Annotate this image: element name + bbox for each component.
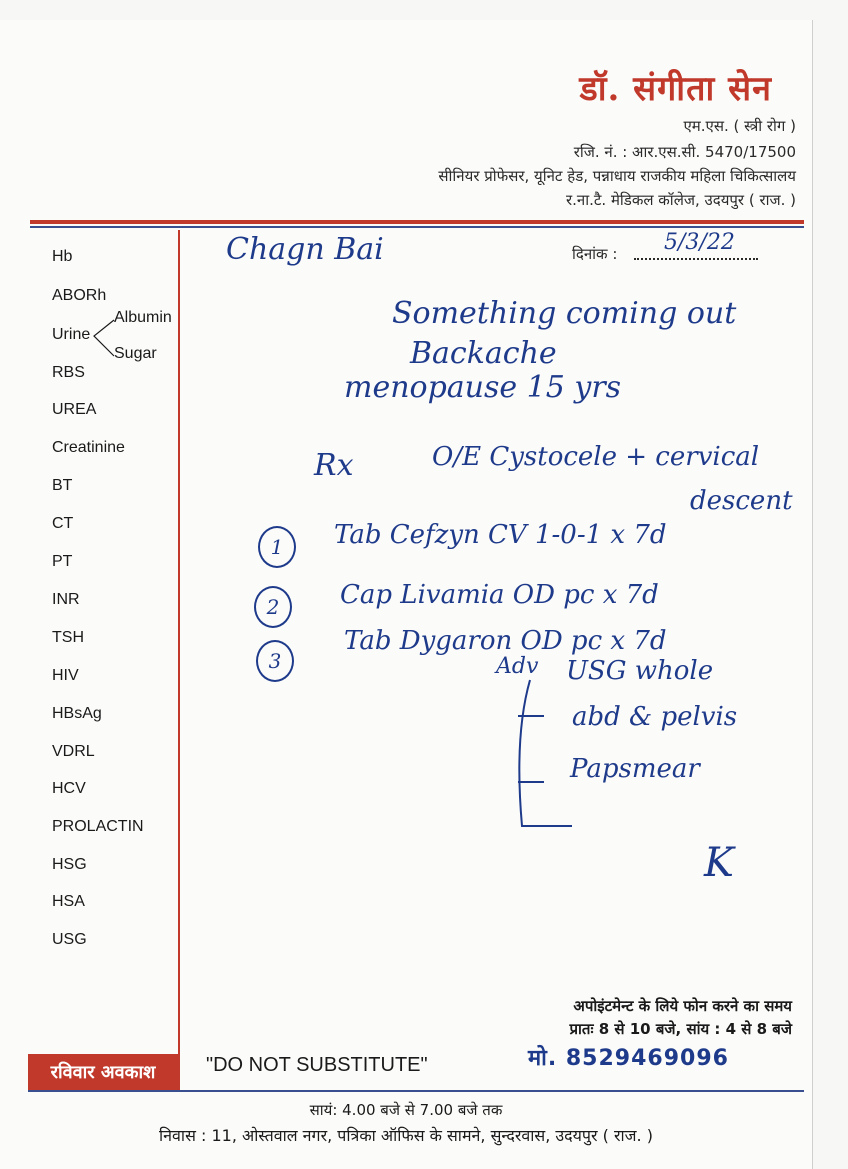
examination-findings: O/E Cystocele + cervical	[432, 442, 760, 472]
header-divider-red	[30, 220, 804, 224]
test-aborh: ABORh	[52, 287, 107, 304]
college-name: र.ना.टै. मेडिकल कॉलेज, उदयपुर ( राज. )	[565, 191, 796, 209]
test-vdrl: VDRL	[52, 743, 95, 760]
medicine-number-3: 3	[256, 640, 294, 682]
complaint-3: menopause 15 yrs	[344, 370, 622, 405]
registration-number: रजि. नं. : आर.एस.सी. 5470/17500	[573, 143, 796, 161]
test-pt: PT	[52, 553, 73, 570]
test-rbs: RBS	[52, 364, 85, 381]
test-hsg: HSG	[52, 856, 87, 873]
date-line	[634, 258, 758, 260]
examination-findings-2: descent	[690, 486, 793, 516]
test-hsa: HSA	[52, 893, 85, 910]
sunday-holiday-badge: रविवार अवकाश	[28, 1054, 178, 1090]
date-label: दिनांक :	[572, 245, 618, 263]
do-not-substitute: "DO NOT SUBSTITUTE"	[206, 1054, 428, 1076]
test-usg: USG	[52, 931, 87, 948]
appointment-time: प्रातः 8 से 10 बजे, सांय : 4 से 8 बजे	[569, 1020, 792, 1038]
evening-hours: सायं: 4.00 बजे से 7.00 बजे तक	[309, 1101, 503, 1119]
test-tsh: TSH	[52, 629, 84, 646]
test-bt: BT	[52, 477, 73, 494]
test-hcv: HCV	[52, 780, 86, 797]
sidebar-divider	[178, 230, 180, 1090]
test-inr: INR	[52, 591, 80, 608]
medicine-number-1: 1	[258, 526, 296, 568]
rx-symbol: Rx	[314, 448, 354, 483]
medicine-1: Tab Cefzyn CV 1-0-1 x 7d	[334, 520, 667, 550]
investigation-1: USG whole	[566, 656, 714, 686]
test-sugar: Sugar	[114, 345, 157, 362]
investigation-2: abd & pelvis	[572, 702, 738, 732]
medicine-number-2: 2	[254, 586, 292, 628]
investigation-3: Papsmear	[570, 754, 700, 784]
header-divider-blue	[30, 226, 804, 228]
urine-branch-icon	[92, 318, 116, 358]
doctor-degree: एम.एस. ( स्त्री रोग )	[683, 117, 796, 135]
doctor-name: डॉ. संगीता सेन	[579, 69, 772, 109]
test-urine: Urine	[52, 326, 91, 343]
advice-bracket-icon	[508, 676, 578, 836]
footer-divider	[28, 1090, 804, 1092]
complaint-1: Something coming out	[392, 296, 737, 331]
test-albumin: Albumin	[114, 309, 172, 326]
advice-label: Adv	[496, 654, 539, 679]
doctor-position: सीनियर प्रोफेसर, यूनिट हेड, पन्नाधाय राजकीय महिला चिकित्सालय	[438, 167, 796, 185]
test-hb: Hb	[52, 248, 73, 265]
mobile-number: मो. 8529469096	[528, 1046, 729, 1071]
test-hbsag: HBsAg	[52, 705, 102, 722]
test-creatinine: Creatinine	[52, 439, 125, 456]
test-prolactin: PROLACTIN	[52, 818, 144, 835]
test-urea: UREA	[52, 401, 97, 418]
appointment-title: अपोइंटमेन्ट के लिये फोन करने का समय	[573, 997, 792, 1015]
residence-address: निवास : 11, ओस्तवाल नगर, पत्रिका ऑफिस के सामने, सुन्दरवास, उदयपुर ( राज. )	[159, 1126, 653, 1145]
medicine-2: Cap Livamia OD pc x 7d	[340, 580, 659, 610]
test-ct: CT	[52, 515, 74, 532]
doctor-signature: K	[704, 840, 734, 886]
medicine-3: Tab Dygaron OD pc x 7d	[344, 626, 667, 656]
test-hiv: HIV	[52, 667, 79, 684]
date-value: 5/3/22	[664, 230, 735, 255]
complaint-2: Backache	[410, 336, 557, 371]
patient-name: Chagn Bai	[226, 232, 384, 267]
